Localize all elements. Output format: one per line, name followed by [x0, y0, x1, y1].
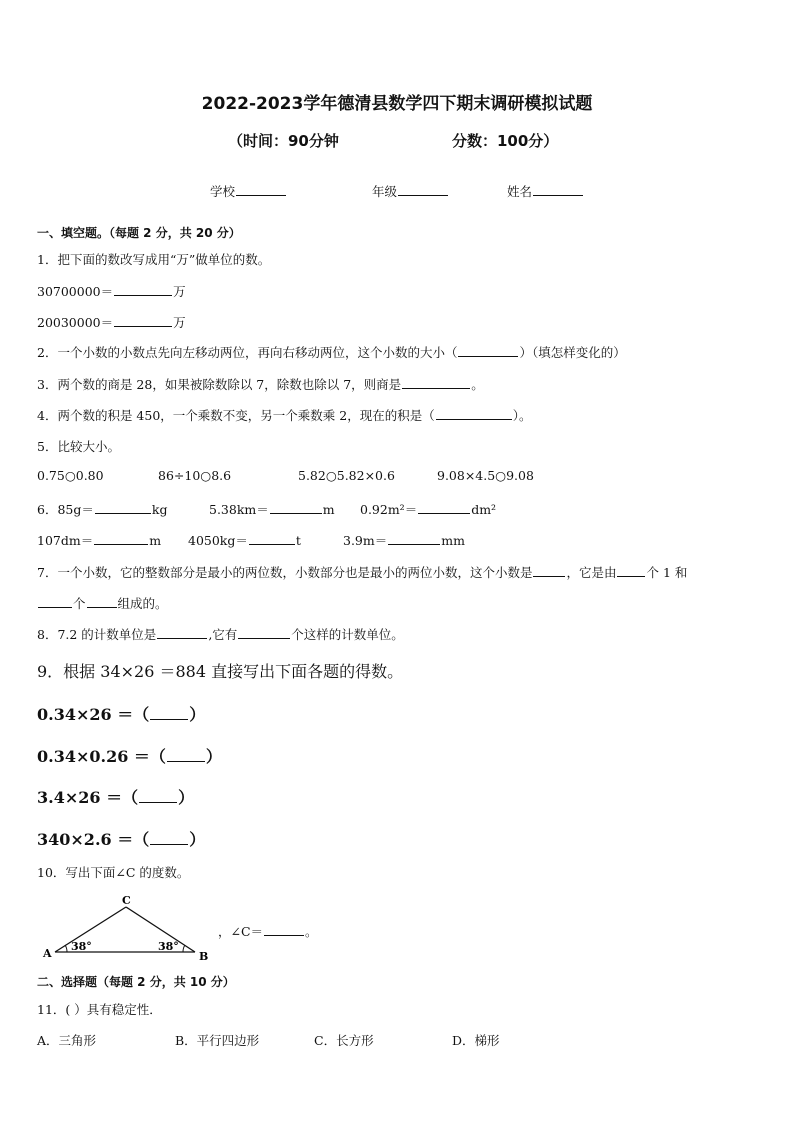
- q7-line2-b: 组成的。: [117, 596, 168, 611]
- school-field: [210, 182, 287, 200]
- q4-text: 4．两个数的积是 450，一个乘数不变，另一个乘数乘 2，现在的积是（: [37, 408, 435, 423]
- q8-a: 8．7.2 的计数单位是: [37, 627, 157, 642]
- question-9: 9．根据 34×26 ＝884 直接写出下面各题的得数。: [37, 662, 404, 681]
- q9-item-1: [37, 702, 205, 725]
- q6-4-unit: m: [149, 533, 162, 548]
- q5-item-4: 9.08×4.5○9.08: [437, 468, 534, 483]
- exam-time: （时间：90分钟: [228, 132, 339, 150]
- q3-blank[interactable]: [402, 376, 470, 389]
- q10-blank[interactable]: [264, 923, 304, 936]
- q1b-blank[interactable]: [114, 314, 172, 327]
- triangle-figure: [40, 893, 215, 963]
- q9-item-2: [37, 744, 222, 767]
- q3-text: 3．两个数的商是 28，如果被除数除以 7，除数也除以 7，则商是: [37, 377, 402, 392]
- q10-answer-label: ，∠C＝: [218, 924, 264, 939]
- q1a-blank[interactable]: [114, 283, 172, 296]
- q1a-unit: 万: [173, 284, 186, 299]
- q6-3-expr: 0.92m²＝: [360, 502, 418, 517]
- school-label: 学校: [210, 184, 236, 199]
- section-heading-choice: 二、选择题（每题 2 分，共 10 分）: [37, 975, 235, 989]
- q9-2-close: ）: [205, 747, 222, 766]
- q8-blank-2[interactable]: [238, 626, 290, 639]
- q6-4-expr: 107dm＝: [37, 533, 94, 548]
- name-blank[interactable]: [533, 183, 583, 196]
- question-7-line1: [37, 563, 687, 581]
- q2-tail: ）（填怎样变化的）: [519, 345, 626, 360]
- q9-4-blank[interactable]: [150, 833, 188, 845]
- q6-5-expr: 4050kg＝: [188, 533, 248, 548]
- q6-3-blank[interactable]: [418, 501, 470, 514]
- q11-option-a[interactable]: A．三角形: [37, 1033, 97, 1048]
- angle-b-label: 38°: [158, 940, 179, 953]
- angle-a-arc: [65, 945, 67, 952]
- q9-2-expr: 0.34×0.26 ＝（: [37, 747, 166, 766]
- angle-a-label: 38°: [71, 940, 92, 953]
- q11-option-c[interactable]: C．长方形: [314, 1033, 374, 1048]
- q5-item-2: 86÷10○8.6: [158, 468, 232, 483]
- q6-1-expr: 6．85g＝: [37, 502, 94, 517]
- grade-field: [372, 182, 449, 200]
- q11-option-d[interactable]: D．梯形: [452, 1033, 500, 1048]
- school-blank[interactable]: [236, 183, 286, 196]
- q4-blank[interactable]: [436, 407, 512, 420]
- q6-item-1: [37, 500, 167, 518]
- q9-1-close: ）: [189, 705, 206, 724]
- question-8: [37, 625, 404, 643]
- q8-b: ,它有: [208, 627, 238, 642]
- q7-blank-2[interactable]: [617, 564, 645, 577]
- q7-blank-3[interactable]: [38, 595, 72, 608]
- q6-3-unit: dm²: [471, 502, 497, 517]
- grade-blank[interactable]: [398, 183, 448, 196]
- question-1a: [37, 282, 186, 300]
- question-11: 11．( ）具有稳定性．: [37, 1002, 162, 1017]
- q9-2-blank[interactable]: [167, 750, 205, 762]
- q9-1-expr: 0.34×26 ＝（: [37, 705, 150, 724]
- q6-item-3: [360, 500, 496, 518]
- grade-label: 年级: [372, 184, 398, 199]
- question-3: [37, 375, 484, 393]
- q9-3-close: ）: [178, 788, 195, 807]
- q6-1-blank[interactable]: [95, 501, 151, 514]
- q6-item-2: [209, 500, 335, 518]
- question-2: [37, 343, 626, 361]
- q10-answer: [218, 922, 318, 940]
- q7-text: 7．一个小数，它的整数部分是最小的两位数，小数部分也是最小的两位小数，这个小数是: [37, 565, 533, 580]
- q6-6-expr: 3.9m＝: [343, 533, 388, 548]
- q5-item-3: 5.82○5.82×0.6: [298, 468, 395, 483]
- q7-mid2: 个 1 和: [646, 565, 688, 580]
- q6-2-expr: 5.38km＝: [209, 502, 269, 517]
- vertex-b-label: B: [199, 950, 209, 963]
- q6-6-blank[interactable]: [388, 532, 440, 545]
- q6-2-unit: m: [322, 502, 335, 517]
- vertex-c-label: C: [122, 894, 131, 907]
- vertex-a-label: A: [43, 947, 52, 960]
- question-7-line2: [37, 594, 168, 612]
- q7-blank-4[interactable]: [87, 595, 117, 608]
- q8-c: 个这样的计数单位。: [291, 627, 404, 642]
- q6-6-unit: mm: [441, 533, 465, 548]
- q9-1-blank[interactable]: [150, 708, 188, 720]
- question-1b: [37, 313, 186, 331]
- angle-b-arc: [183, 945, 185, 952]
- name-label: 姓名: [507, 184, 533, 199]
- section-heading-fill-blank: 一、填空题。（每题 2 分，共 20 分）: [37, 226, 241, 240]
- q9-3-blank[interactable]: [139, 791, 177, 803]
- q7-mid1: ，它是由: [566, 565, 617, 580]
- q6-2-blank[interactable]: [270, 501, 322, 514]
- q6-item-5: [188, 531, 301, 549]
- q9-item-4: [37, 827, 205, 850]
- q1b-expr: 20030000＝: [37, 315, 114, 330]
- question-4: [37, 406, 531, 424]
- question-10: 10．写出下面∠C 的度数。: [37, 865, 190, 880]
- question-5: 5．比较大小。: [37, 439, 120, 454]
- q9-4-expr: 340×2.6 ＝（: [37, 830, 150, 849]
- q8-blank-1[interactable]: [157, 626, 207, 639]
- q5-item-1: 0.75○0.80: [37, 468, 104, 483]
- q6-5-unit: t: [295, 533, 301, 548]
- q9-item-3: [37, 785, 194, 808]
- q2-blank[interactable]: [458, 344, 518, 357]
- q1b-unit: 万: [173, 315, 186, 330]
- q9-3-expr: 3.4×26 ＝（: [37, 788, 139, 807]
- q6-4-blank[interactable]: [94, 532, 148, 545]
- q4-tail: ）。: [512, 408, 532, 423]
- q1a-expr: 30700000＝: [37, 284, 114, 299]
- exam-score: 分数：100分）: [452, 132, 559, 150]
- question-1: 1．把下面的数改写成用“万”做单位的数。: [37, 252, 271, 267]
- q3-tail: 。: [471, 377, 484, 392]
- q6-5-blank[interactable]: [249, 532, 295, 545]
- q6-1-unit: kg: [151, 502, 168, 517]
- page-title: 2022-2023学年德清县数学四下期末调研模拟试题: [201, 94, 593, 114]
- q2-text: 2．一个小数的小数点先向左移动两位，再向右移动两位，这个小数的大小（: [37, 345, 458, 360]
- q9-4-close: ）: [189, 830, 206, 849]
- q10-answer-tail: 。: [305, 924, 318, 939]
- name-field: [507, 182, 584, 200]
- q7-line2-a: 个: [73, 596, 86, 611]
- q6-item-4: [37, 531, 161, 549]
- q7-blank-1[interactable]: [533, 564, 565, 577]
- q6-item-6: [343, 531, 465, 549]
- q11-option-b[interactable]: B．平行四边形: [175, 1033, 260, 1048]
